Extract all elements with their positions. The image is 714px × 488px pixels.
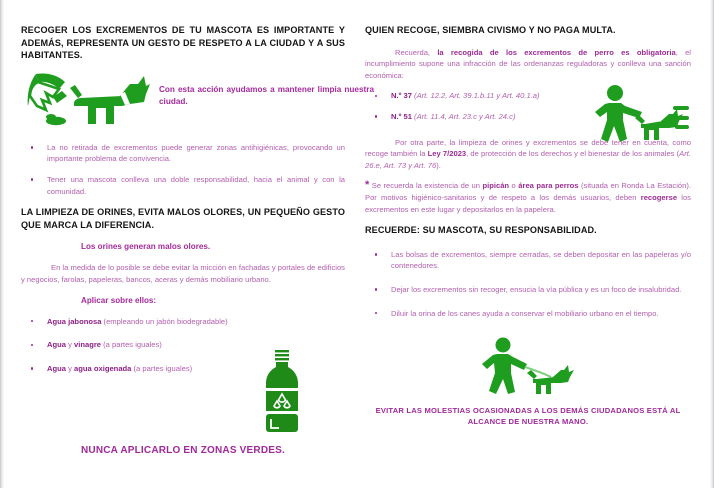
right-bullet-list	[365, 249, 691, 319]
left-orines-paragraph	[21, 262, 345, 285]
recuerda-post: , el incumplimiento supone una infracción de las ordenanzas reguladoras y conlleva una sanción económica:	[365, 47, 691, 80]
pipican-mid-2: (situada en Ronda La Estación). Por motivos higiénico-sanitarios y de respeto a los demás usuarios, deben	[365, 181, 691, 202]
remedy-rest: (a partes iguales)	[101, 340, 162, 350]
asterisk-marker: *	[365, 179, 370, 192]
remedy-bold-2: vinagre	[74, 340, 102, 350]
left-bullet-list	[21, 142, 345, 197]
article-refs: (Art. 11.4, Art. 23.c y Art. 24.c)	[411, 111, 516, 121]
list-item	[365, 111, 691, 123]
left-column	[1, 0, 374, 488]
pipican-mid-1: o	[509, 181, 519, 191]
right-bottom-banner: EVITAR LAS MOLESTIAS OCASIONADAS A LOS DEMÁS CIUDADANOS ESTÁ AL ALCANCE DE NUESTRA MANO.	[375, 406, 681, 427]
list-item	[21, 339, 345, 351]
right-pipican-note	[365, 180, 691, 215]
area-perros-bold: área para perros	[518, 181, 579, 191]
two-column-layout	[1, 0, 714, 488]
remedy-mid: y	[65, 340, 75, 350]
remedy-rest: (empleando un jabón biodegradable)	[101, 316, 228, 326]
list-item: Tener una mascota conlleva una doble responsabilidad, hacia el animal y con la comunidad.	[21, 174, 345, 197]
left-orines-paragraph-a: En la medida de lo posible se debe evitar la micción en fachadas y portales	[51, 263, 305, 273]
remedy-rest: (a partes iguales)	[131, 363, 193, 373]
right-recuerde-heading: RECUERDE: SU MASCOTA, SU RESPONSABILIDAD.	[365, 225, 597, 236]
pipican-post: los excrementos en este lugar y depositarlos en la papelera.	[365, 192, 691, 214]
remedy-bold: Agua	[47, 340, 66, 350]
article-refs: (Art. 12.2, Art. 39.1.b.11 y Art. 40.1.a)	[411, 91, 540, 101]
left-orines-heading: LA LIMPIEZA DE ORINES, EVITA MALOS OLORES, UN PEQUEÑO GESTO QUE MARCA LA DIFERENCIA.	[21, 207, 345, 230]
ley-bold: Ley 7/2023	[427, 149, 467, 159]
left-orines-paragraph-b: de edificios y negocios, farolas, papeleras, bancos, aceras y demás mobiliario urbano.	[21, 263, 345, 284]
list-item	[21, 316, 345, 328]
remedy-mid: y	[65, 363, 75, 373]
left-hero-caption: Con esta acción ayudamos a mantener limpia nuestra ciudad.	[159, 84, 374, 107]
ley-post: ).	[436, 160, 441, 170]
remedy-bold: Agua	[47, 363, 66, 373]
ley-pre: Por otra parte, la limpieza de orines y excrementos se debe tener en cuenta, como recoge también la	[365, 137, 691, 159]
ley-italic: Art. 26.e, Art. 73 y Art. 76	[365, 149, 691, 170]
left-orines-subheading: Los orines generan malos olores.	[81, 242, 211, 252]
pipican-bold: pipicán	[482, 181, 510, 191]
list-item: La no retirada de excrementos puede generar zonas antihigiénicas, provocando un importante problema de convivencia.	[21, 142, 345, 165]
list-item	[365, 90, 691, 102]
right-recuerda-paragraph	[365, 47, 691, 82]
remedy-bold: Agua jabonosa	[47, 316, 102, 326]
recuerda-bold: la recogida de los excrementos de perro es obligatoria	[437, 47, 676, 57]
left-bottom-block	[21, 386, 345, 472]
recuerda-pre: Recuerda,	[395, 47, 438, 57]
article-number: N.º 37	[391, 91, 412, 101]
list-item: Diluir la orina de los canes ayuda a conservar el mobiliario urbano en el tiempo.	[365, 308, 691, 320]
ley-mid: , de protección de los derechos y el bienestar de los animales (	[466, 149, 680, 159]
person-walking-dog-icon	[365, 337, 691, 399]
remedy-bold-2: agua oxigenada	[74, 363, 132, 373]
hand-picking-up-after-dog-icon	[26, 72, 152, 135]
pipican-pre: Se recuerda la existencia de un	[369, 181, 483, 191]
right-main-heading: QUIEN RECOGE, SIEMBRA CIVISMO Y NO PAGA MULTA.	[365, 25, 616, 35]
recogerse-bold: recogerse	[640, 192, 678, 202]
right-column	[357, 0, 714, 488]
list-item: Dejar los excrementos sin recoger, ensucia la vía pública y es un foco de insalubridad.	[365, 284, 691, 296]
left-bottom-banner: NUNCA APLICARLO EN ZONAS VERDES.	[80, 445, 285, 457]
list-item: Las bolsas de excrementos, siempre cerradas, se deben depositar en las papeleras y/o contenedores.	[365, 249, 691, 272]
left-main-heading: RECOGER LOS EXCREMENTOS DE TU MASCOTA ES IMPORTANTE Y ADEMÁS, REPRESENTA UN GESTO DE RESPETO A LA CIUDAD Y A SUS HABITANTES.	[21, 25, 345, 61]
article-number: N.º 51	[391, 111, 412, 121]
left-hero-block	[21, 72, 374, 134]
left-aplicar-label: Aplicar sobre ellos:	[81, 295, 157, 305]
